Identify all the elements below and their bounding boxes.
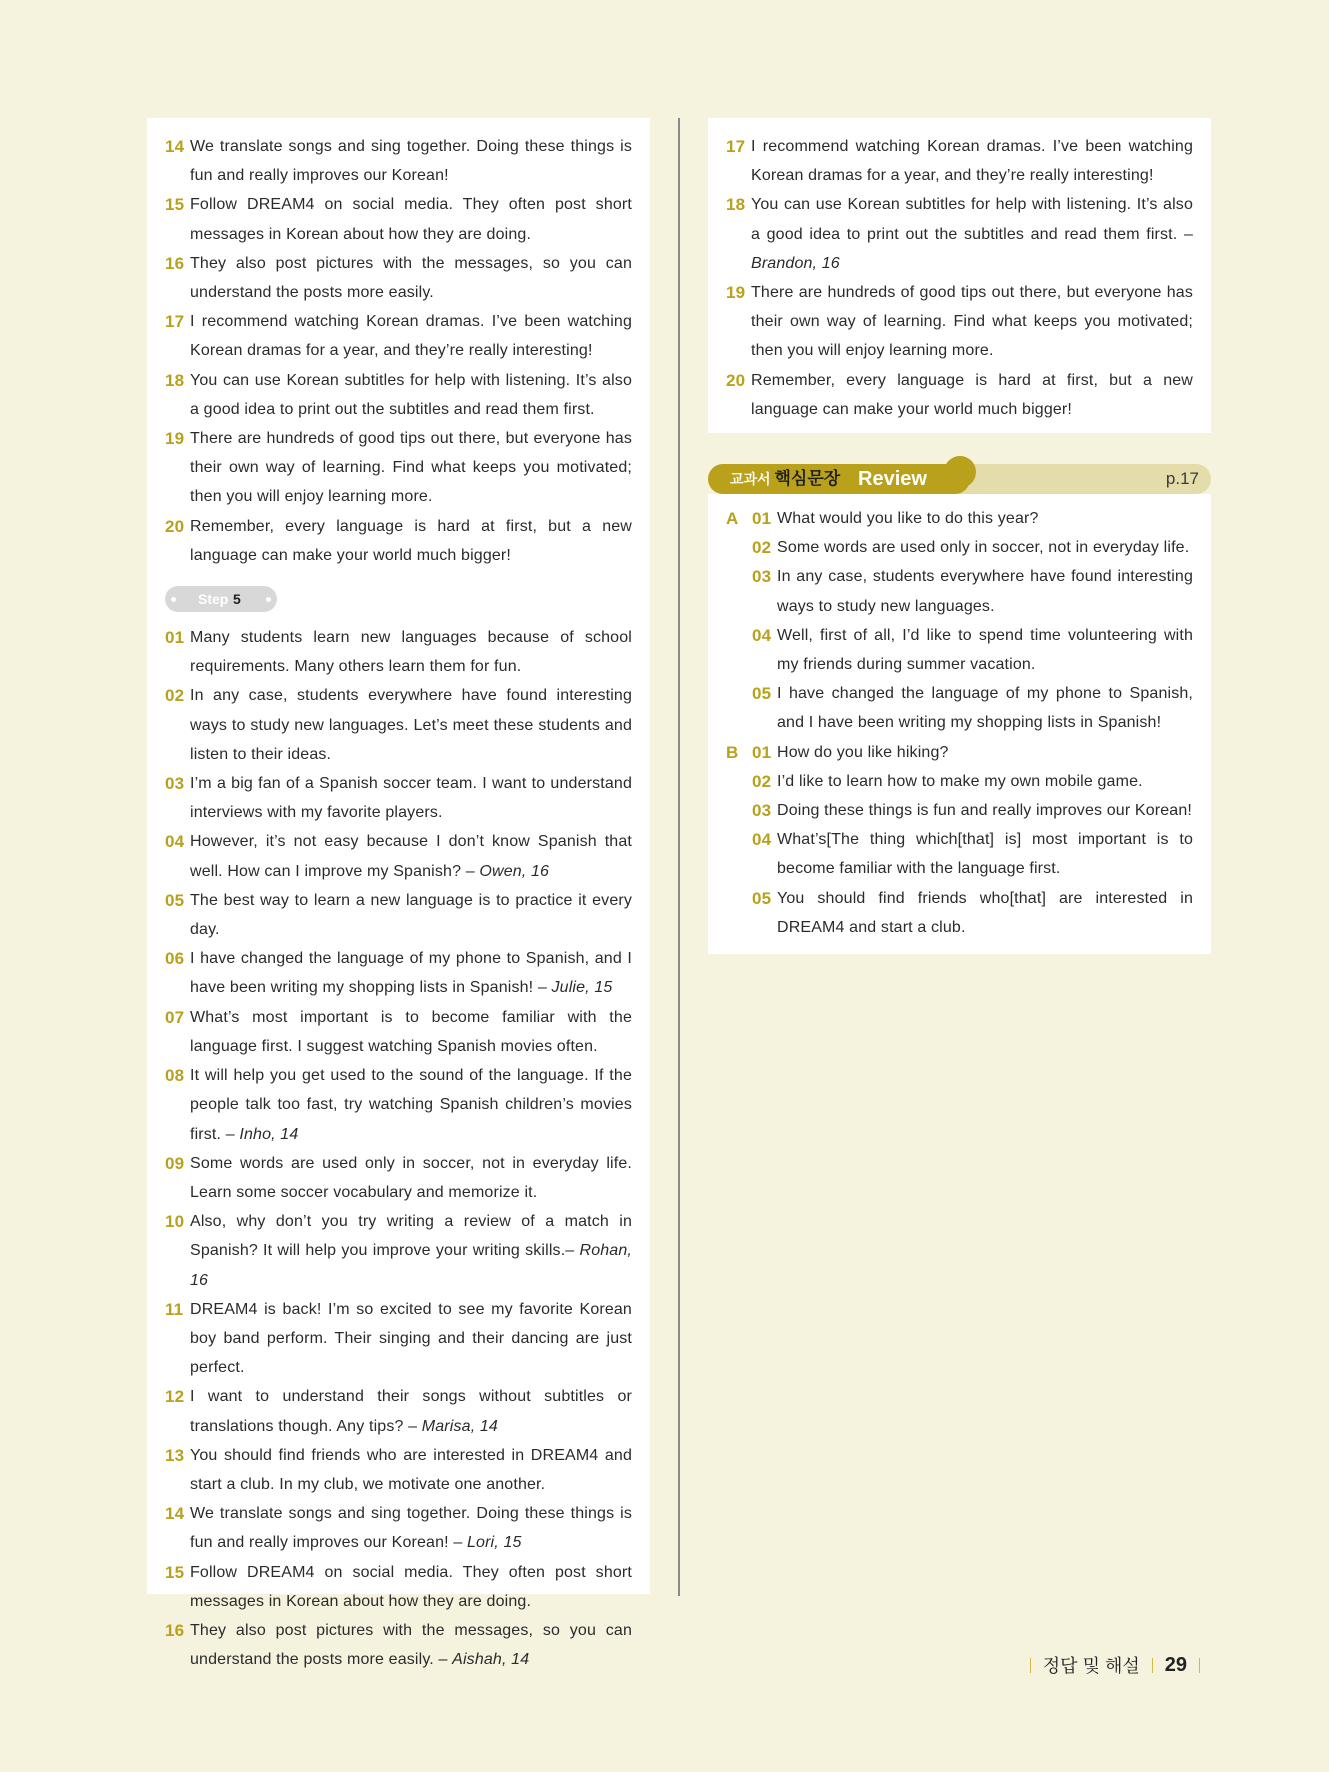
sentence-text: In any case, students everywhere have found interesting ways to study new languages. Let’s meet these students and listen to their ideas.	[190, 687, 632, 763]
sentence-item	[165, 827, 632, 885]
page-footer	[1018, 1650, 1212, 1680]
sentence-text: Some words are used only in soccer, not in everyday life.	[777, 539, 1190, 557]
sentence-number: 17	[165, 312, 185, 332]
sentence-number: 01	[752, 742, 772, 762]
column-divider	[678, 118, 680, 1596]
sentence-item	[165, 1207, 632, 1295]
sentence-number: 07	[165, 1007, 185, 1027]
badge-dot-icon	[171, 597, 176, 602]
sentence-item	[752, 679, 1193, 737]
sentence-item	[726, 366, 1193, 424]
sentence-text: It will help you get used to the sound of the language. If the people talk too fast, try watching Spanish children’s movies first. –	[190, 1067, 632, 1143]
review-panel	[708, 494, 1211, 954]
sentence-number: 02	[165, 686, 185, 706]
sentence-author: Inho, 14	[239, 1125, 299, 1143]
sentence-author: Rohan, 16	[190, 1242, 632, 1289]
sentence-item	[165, 623, 632, 681]
sentence-item	[752, 767, 1193, 796]
sentence-number: 04	[165, 832, 185, 852]
sentence-item	[752, 504, 1193, 533]
sentence-number: 05	[165, 890, 185, 910]
sentence-item	[165, 190, 632, 248]
sentence-item	[165, 1061, 632, 1149]
sentence-text: You can use Korean subtitles for help with listening. It’s also a good idea to print out the subtitles and read them first. –	[751, 196, 1193, 243]
sentence-text: What’s[The thing which[that] is] most important is to become familiar with the language first.	[777, 831, 1193, 878]
sentence-text: There are hundreds of good tips out there, but everyone has their own way of learning. Find what keeps you motivated; then you will enjoy learning more.	[190, 430, 632, 506]
sentence-item	[165, 366, 632, 424]
sentence-number: 12	[165, 1387, 185, 1407]
sentence-number: 18	[726, 195, 746, 215]
footer-divider	[1030, 1658, 1031, 1673]
sentence-number: 08	[165, 1066, 185, 1086]
sentence-text: I want to understand their songs without subtitles or translations though. Any tips? –	[190, 1388, 632, 1435]
sentence-text: They also post pictures with the messages, so you can understand the posts more easily. –	[190, 1621, 632, 1669]
sentence-text: They also post pictures with the messages, so you can understand the posts more easily.	[190, 254, 632, 302]
sentence-item	[165, 1003, 632, 1061]
sentence-item	[165, 1441, 632, 1499]
sentence-number: 20	[726, 370, 746, 390]
sentence-author: Julie, 15	[551, 979, 613, 997]
review-korean-title: 핵심문장	[774, 469, 841, 488]
sentence-text: Also, why don’t you try writing a review of a match in Spanish? It will help you improve your writing skills.–	[190, 1213, 632, 1260]
review-page-ref: p.17	[1165, 469, 1199, 488]
sentence-text: You should find friends who are interested in DREAM4 and start a club. In my club, we motivate one another.	[190, 1446, 632, 1493]
sentence-text: Well, first of all, I’d like to spend time volunteering with my friends during summer vacation.	[777, 626, 1193, 674]
sentence-item	[165, 132, 632, 190]
sentence-number: 10	[165, 1212, 185, 1232]
sentence-number: 19	[726, 283, 746, 303]
sentence-text: You can use Korean subtitles for help with listening. It’s also a good idea to print out the subtitles and read them first.	[190, 371, 632, 418]
sentence-number: 13	[165, 1445, 185, 1465]
sentence-text: How do you like hiking?	[777, 743, 949, 761]
review-group-label: B	[726, 742, 739, 762]
sentence-text: We translate songs and sing together. Doing these things is fun and really improves our Korean! –	[190, 1505, 632, 1552]
sentence-number: 03	[165, 774, 185, 794]
sentence-text: What would you like to do this year?	[777, 510, 1039, 527]
sentence-text: I recommend watching Korean dramas. I’ve been watching Korean dramas for a year, and they’re really interesting!	[190, 313, 632, 360]
sentence-item	[752, 825, 1193, 883]
sentence-number: 01	[752, 509, 772, 528]
sentence-text: What’s most important is to become familiar with the language first. I suggest watching Spanish movies often.	[190, 1008, 632, 1055]
sentence-text: Remember, every language is hard at first, but a new language can make your world much bigger!	[190, 517, 632, 564]
sentence-item	[752, 796, 1193, 825]
sentence-item	[726, 278, 1193, 366]
sentence-item	[165, 1499, 632, 1557]
footer-divider	[1199, 1658, 1200, 1673]
sentence-text: Many students learn new languages because of school requirements. Many others learn them for fun.	[190, 629, 632, 676]
step-sentences	[165, 623, 632, 1674]
review-header	[708, 464, 1211, 494]
sentence-number: 16	[165, 253, 185, 273]
sentence-text: I recommend watching Korean dramas. I’ve been watching Korean dramas for a year, and they’re really interesting!	[751, 138, 1193, 185]
sentence-number: 15	[165, 195, 185, 215]
sentence-item	[752, 533, 1193, 562]
sentence-item	[752, 621, 1193, 679]
sentence-number: 09	[165, 1153, 185, 1173]
sentence-item	[726, 132, 1193, 190]
sentence-number: 01	[165, 628, 185, 648]
sentence-item	[165, 681, 632, 769]
sentence-number: 02	[752, 771, 772, 791]
sentence-item	[165, 1295, 632, 1383]
step-label: Step	[198, 591, 229, 608]
sentence-text: You should find friends who[that] are interested in DREAM4 and start a club.	[777, 889, 1193, 936]
sentence-number: 05	[752, 888, 772, 908]
sentence-number: 20	[165, 516, 185, 536]
left-column	[147, 118, 650, 1669]
review-group	[726, 738, 1193, 942]
sentence-item	[752, 884, 1193, 942]
footer-divider	[1152, 1658, 1153, 1673]
sentence-text: Follow DREAM4 on social media. They often post short messages in Korean about how they are doing.	[190, 1563, 632, 1610]
sentence-number: 17	[726, 137, 746, 156]
sentence-item	[165, 307, 632, 365]
right-top-column	[708, 118, 1211, 433]
sentence-number: 19	[165, 429, 185, 449]
sentence-item	[165, 1616, 632, 1674]
sentence-number: 02	[752, 538, 772, 558]
sentence-item	[165, 944, 632, 1002]
sentence-number: 03	[752, 801, 772, 821]
sentence-number: 03	[752, 567, 772, 587]
step-badge	[165, 586, 277, 612]
sentence-number: 11	[165, 1299, 184, 1319]
sentence-author: Aishah, 14	[452, 1651, 530, 1669]
sentence-item	[165, 769, 632, 827]
sentence-text: The best way to learn a new language is to practice it every day.	[190, 891, 632, 939]
right-top-sentences	[726, 132, 1193, 424]
step-number: 5	[233, 591, 241, 608]
sentence-text: I have changed the language of my phone to Spanish, and I have been writing my shopping lists in Spanish!	[777, 685, 1193, 732]
sentence-author: Marisa, 14	[421, 1417, 498, 1435]
sentence-item	[752, 562, 1193, 620]
sentence-text: I’m a big fan of a Spanish soccer team. I want to understand interviews with my favorite players.	[190, 775, 632, 822]
sentence-text: Remember, every language is hard at first, but a new language can make your world much bigger!	[751, 371, 1193, 418]
page-number: 29	[1164, 1653, 1187, 1676]
sentence-number: 14	[165, 1504, 185, 1524]
sentence-item	[165, 1382, 632, 1440]
sentence-item	[726, 190, 1193, 278]
sentence-text: I have changed the language of my phone to Spanish, and I have been writing my shopping lists in Spanish! –	[190, 950, 632, 997]
sentence-number: 04	[752, 830, 772, 850]
sentence-number: 18	[165, 370, 185, 390]
review-group-label: A	[726, 509, 739, 528]
left-top-sentences	[165, 132, 632, 570]
sentence-number: 14	[165, 137, 185, 156]
sentence-number: 05	[752, 684, 772, 704]
review-title: Review	[858, 468, 927, 490]
sentence-item	[165, 512, 632, 570]
sentence-text: There are hundreds of good tips out there, but everyone has their own way of learning. Find what keeps you motivated; then you will enjoy learning more.	[751, 284, 1193, 360]
review-korean-small: 교과서	[730, 471, 771, 487]
sentence-number: 04	[752, 625, 772, 645]
sentence-text: Doing these things is fun and really improves our Korean!	[777, 802, 1192, 820]
review-title-bar	[708, 464, 970, 494]
review-group	[726, 504, 1193, 738]
review-groups	[726, 494, 1193, 942]
sentence-text: We translate songs and sing together. Doing these things is fun and really improves our Korean!	[190, 138, 632, 185]
sentence-text: In any case, students everywhere have found interesting ways to study new languages.	[777, 568, 1193, 615]
sentence-author: Lori, 15	[466, 1534, 522, 1552]
sentence-number: 06	[165, 949, 185, 969]
sentence-item	[165, 249, 632, 307]
sentence-text: DREAM4 is back! I’m so excited to see my favorite Korean boy band perform. Their singing and their dancing are just perfect.	[190, 1300, 632, 1377]
badge-dot-icon	[266, 597, 271, 602]
sentence-text: I’d like to learn how to make my own mobile game.	[777, 772, 1143, 790]
sentence-item	[165, 1558, 632, 1616]
sentence-text: Some words are used only in soccer, not in everyday life. Learn some soccer vocabulary and memorize it.	[190, 1154, 632, 1201]
sentence-number: 16	[165, 1620, 185, 1640]
sentence-author: Brandon, 16	[751, 254, 840, 272]
sentence-text: However, it’s not easy because I don’t know Spanish that well. How can I improve my Spanish? –	[190, 833, 632, 880]
sentence-item	[165, 424, 632, 512]
sentence-item	[165, 886, 632, 944]
sentence-number: 15	[165, 1562, 185, 1582]
sentence-item	[165, 1149, 632, 1207]
sentence-item	[752, 738, 1193, 767]
sentence-author: Owen, 16	[479, 862, 550, 880]
review-korean-tag	[730, 464, 840, 494]
sentence-text: Follow DREAM4 on social media. They often post short messages in Korean about how they are doing.	[190, 196, 632, 243]
footer-label: 정답 및 해설	[1042, 1656, 1140, 1676]
